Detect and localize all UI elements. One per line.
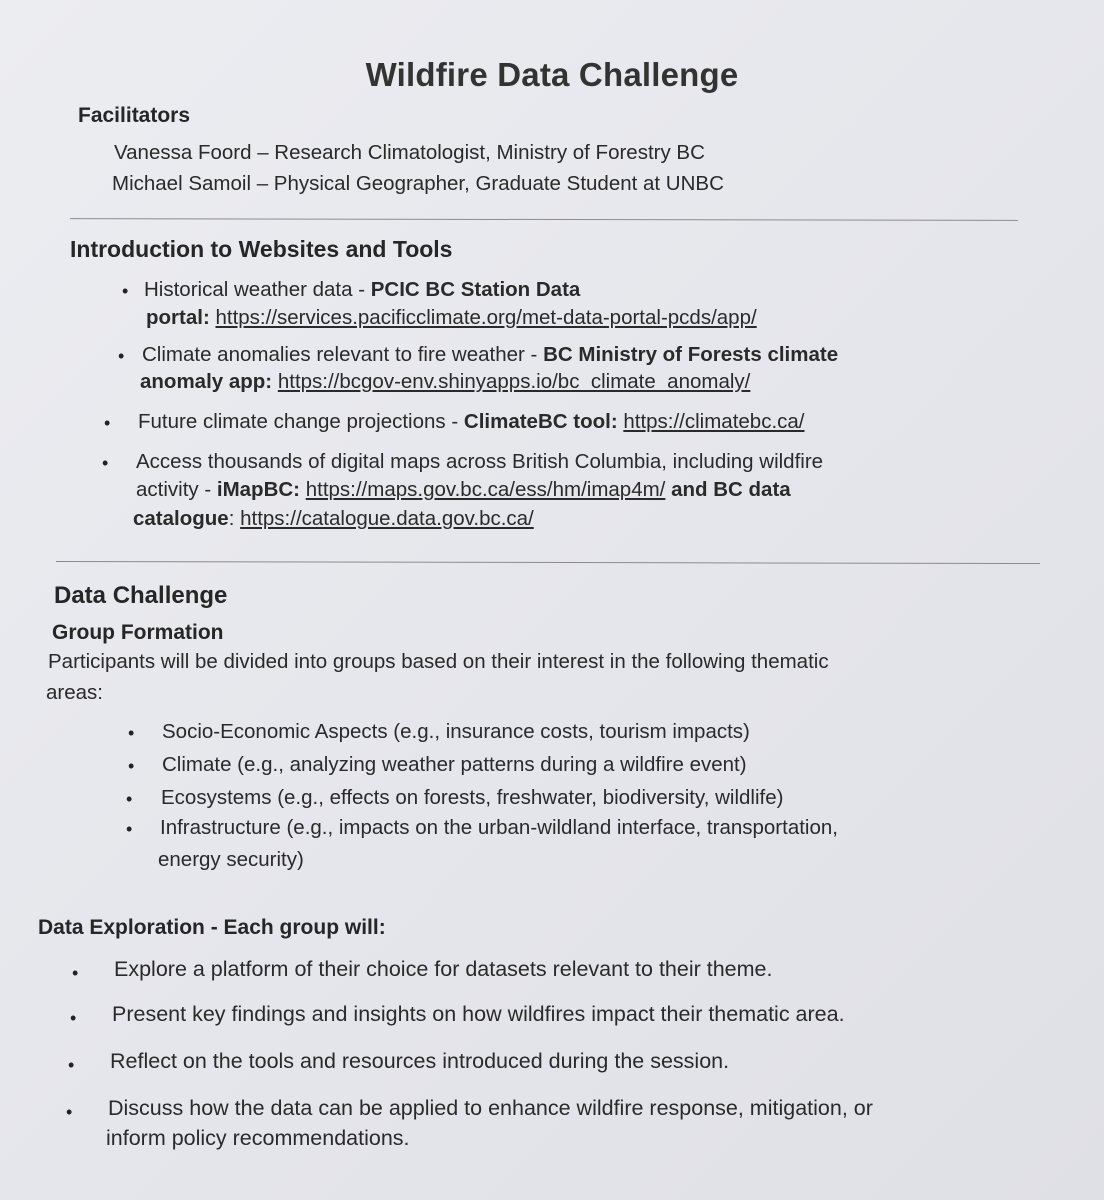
bullet-icon: • [72,963,79,983]
theme-text: Socio-Economic Aspects (e.g., insurance costs, tourism impacts) [162,720,750,743]
divider-2 [56,561,1040,564]
theme-text-continued: energy security) [158,848,304,871]
task-text: Explore a platform of their choice for datasets relevant to their theme. [114,957,773,981]
intro-item-2-bold2: anomaly app: [140,370,273,393]
group-formation-text-2: areas: [46,681,103,704]
intro-item-4-bold2: and BC data [671,478,791,501]
task-item [66,1096,873,1122]
document-title: Wildfire Data Challenge [365,56,739,93]
task-item [72,957,773,983]
intro-item-4 [102,450,824,474]
bullet-icon: • [118,346,125,366]
theme-text: Climate (e.g., analyzing weather patterns during a wildfire event) [162,753,747,776]
intro-item-4-text: Access thousands of digital maps across British Columbia, including wildfire [136,450,824,473]
challenge-heading: Data Challenge [54,582,228,609]
intro-item-4-line2 [136,478,791,502]
intro-item-2-text: Climate anomalies relevant to fire weather - [142,343,544,366]
intro-item-2 [118,343,839,367]
intro-item-1-line2 [146,306,757,330]
intro-item-2-line2 [140,370,750,394]
bullet-icon: • [128,756,135,776]
task-text: Present key findings and insights on how wildfires impact their thematic area. [112,1002,845,1026]
theme-item [126,786,784,810]
theme-item [128,753,747,777]
task-text: Reflect on the tools and resources introduced during the session. [110,1049,730,1073]
group-formation-text: Participants will be divided into groups based on their interest in the following thematic [48,650,829,673]
intro-item-4-line3 [133,507,534,531]
anomaly-app-link[interactable]: https://bcgov-env.shinyapps.io/bc_climate_anomaly/ [277,370,751,393]
intro-item-1-text: Historical weather data - [144,278,371,301]
intro-item-1 [122,278,581,302]
bullet-icon: • [126,819,133,839]
theme-item [128,720,750,744]
theme-text: Infrastructure (e.g., impacts on the urban-wildland interface, transportation, [160,816,838,839]
intro-item-1-bold: PCIC BC Station Data [370,278,581,301]
bullet-icon: • [122,281,129,301]
theme-item [126,816,838,840]
intro-item-3-text: Future climate change projections - [138,410,464,433]
task-text: Discuss how the data can be applied to enhance wildfire response, mitigation, or [108,1096,873,1120]
exploration-heading: Data Exploration - Each group will: [38,916,386,939]
facilitators-heading: Facilitators [78,104,191,127]
intro-item-3 [104,410,805,434]
theme-text: Ecosystems (e.g., effects on forests, freshwater, biodiversity, wildlife) [161,786,784,809]
climatebc-link[interactable]: https://climatebc.ca/ [623,410,805,433]
pcic-link[interactable]: https://services.pacificclimate.org/met-data-portal-pcds/app/ [215,306,757,329]
intro-item-4-bold: iMapBC: [216,478,301,501]
bullet-icon: • [128,723,135,743]
task-item [68,1049,730,1075]
bullet-icon: • [68,1055,75,1075]
bullet-icon: • [104,413,111,433]
intro-item-4-colon: : [228,507,241,530]
bullet-icon: • [102,453,109,473]
divider-1 [70,218,1018,221]
intro-item-3-bold: ClimateBC tool: [463,410,618,433]
intro-item-2-bold: BC Ministry of Forests climate [543,343,839,366]
group-formation-heading: Group Formation [52,621,224,644]
facilitator-2: Michael Samoil – Physical Geographer, Graduate Student at UNBC [112,172,724,195]
task-item [70,1002,845,1028]
facilitator-1: Vanessa Foord – Research Climatologist, Ministry of Forestry BC [114,141,705,164]
task-text-continued: inform policy recommendations. [106,1126,410,1150]
intro-heading: Introduction to Websites and Tools [70,236,453,262]
imapbc-link[interactable]: https://maps.gov.bc.ca/ess/hm/imap4m/ [305,478,666,501]
catalogue-link[interactable]: https://catalogue.data.gov.bc.ca/ [240,507,534,530]
bullet-icon: • [66,1102,73,1122]
bullet-icon: • [126,789,133,809]
intro-item-4-bold3: catalogue [133,507,229,530]
intro-item-1-bold2: portal: [146,306,210,329]
bullet-icon: • [70,1008,77,1028]
intro-item-4-text2: activity - [136,478,217,501]
